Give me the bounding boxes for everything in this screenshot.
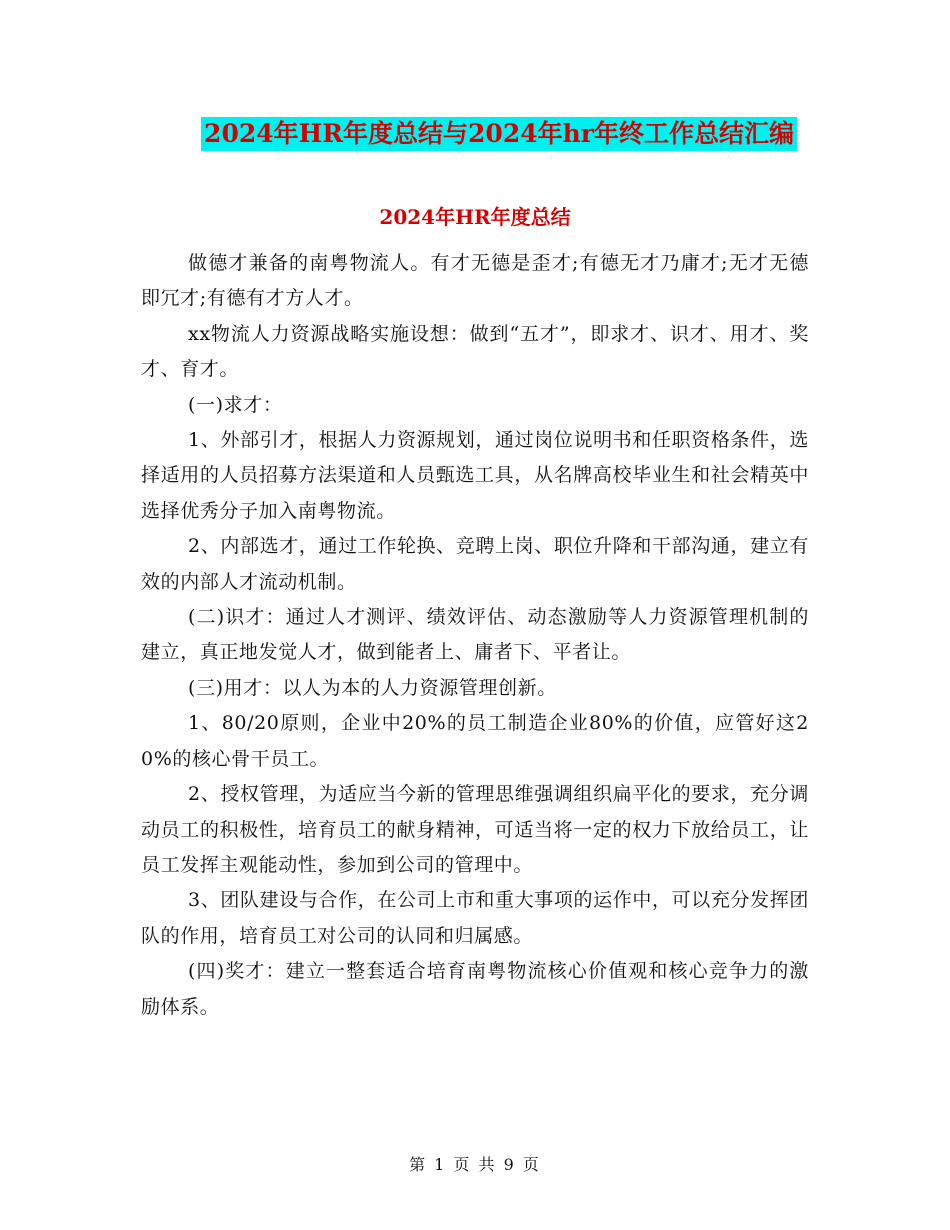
document-title-text: 2024年HR年度总结与2024年hr年终工作总结汇编	[201, 117, 797, 151]
paragraph: 1、80/20原则，企业中20%的员工制造企业80%的价值，应管好这20%的核心骨干员工。	[141, 712, 809, 770]
paragraph: 1、外部引才，根据人力资源规划，通过岗位说明书和任职资格条件，选择适用的人员招募方法渠道和人员甄选工具，从名牌高校毕业生和社会精英中选择优秀分子加入南粤物流。	[141, 429, 809, 522]
document-title	[0, 112, 950, 151]
paragraph: 2、内部选才，通过工作轮换、竞聘上岗、职位升降和干部沟通，建立有效的内部人才流动机制。	[141, 535, 809, 593]
paragraph: (二)识才：通过人才测评、绩效评估、动态激励等人力资源管理机制的建立，真正地发觉人才，做到能者上、庸者下、平者让。	[141, 606, 809, 664]
section-title: 2024年HR年度总结	[379, 205, 571, 229]
paragraph: (三)用才：以人为本的人力资源管理创新。	[188, 676, 557, 699]
paragraph: (四)奖才：建立一整套适合培育南粤物流核心价值观和核心竞争力的激励体系。	[141, 960, 809, 1018]
document-body	[141, 246, 809, 1025]
paragraph: 2、授权管理，为适应当今新的管理思维强调组织扁平化的要求，充分调动员工的积极性，培育员工的献身精神，可适当将一定的权力下放给员工，让员工发挥主观能动性，参加到公司的管理中。	[141, 783, 809, 876]
paragraph: 3、团队建设与合作，在公司上市和重大事项的运作中，可以充分发挥团队的作用，培育员工对公司的认同和归属感。	[141, 889, 809, 947]
paragraph: 做德才兼备的南粤物流人。有才无德是歪才;有德无才乃庸才;无才无德即冗才;有德有才方人才。	[141, 252, 809, 310]
page-footer: 第 1 页 共 9 页	[409, 1155, 541, 1174]
paragraph: xx物流人力资源战略实施设想：做到“五才”，即求才、识才、用才、奖才、育才。	[141, 322, 809, 381]
paragraph: (一)求才：	[188, 393, 283, 416]
